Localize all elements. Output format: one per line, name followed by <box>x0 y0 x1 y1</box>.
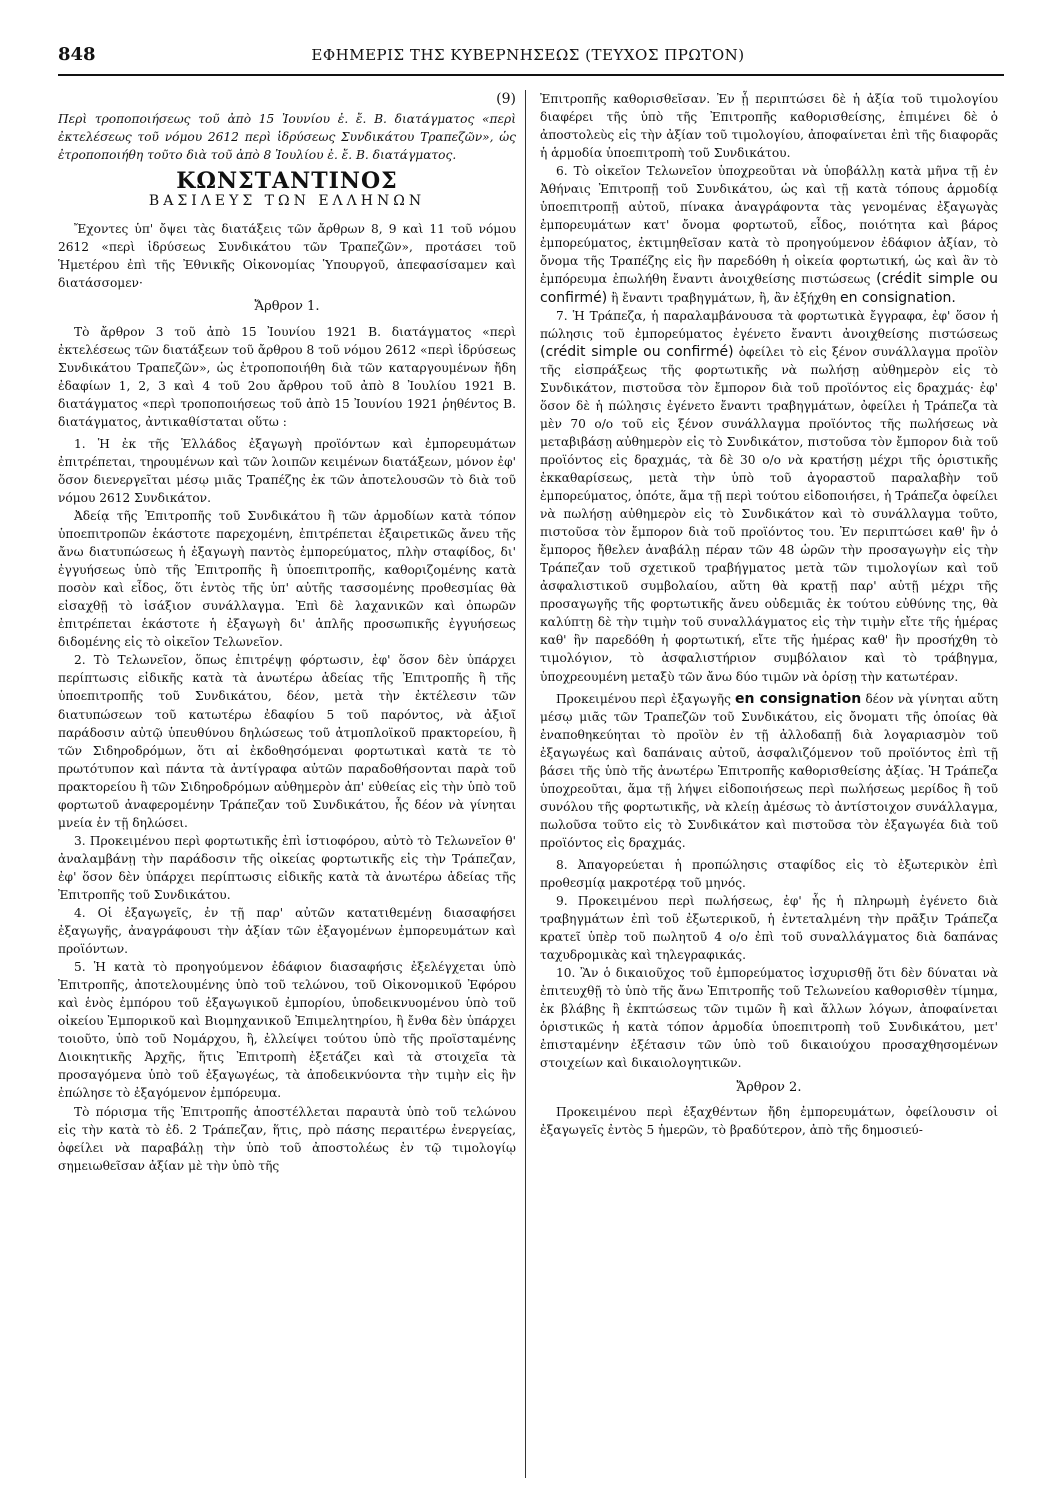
paragraph-consignation <box>540 690 998 852</box>
article-1-intro: Τὸ ἄρθρον 3 τοῦ ἀπὸ 15 Ἰουνίου 1921 Β. διατάγματος «περὶ ἐκτελέσεως τῶν διατάξεων τοῦ ἄρθρου 8 τοῦ νόμου 2612 «περὶ ἱδρύσεως Συνδικάτου Τραπεζῶν», ὡς ἐτροποποιήθη διὰ τῶν καταργουμένων ἤδη ἐδαφίων 1, 2, 3 καὶ 4 τοῦ 2ου ἄρθρου τοῦ ἀπὸ 8 Ἰουλίου 1921 Β. διατάγματος «περὶ τροποποιήσεως τοῦ ἀπὸ 15 Ἰουνίου 1921 ῥηθέντος Β. διατάγματος, ἀντικαθίσταται οὕτω : <box>58 324 516 429</box>
credit-term-2: (crédit simple ou confirmé) <box>540 343 734 360</box>
paragraph-6 <box>540 162 998 306</box>
paragraph-6-text: 6. Τὸ οἰκεῖον Τελωνεῖον ὑποχρεοῦται νὰ ὑποβάλλῃ κατὰ μῆνα τῇ ἐν Ἀθήναις Ἐπιτροπῇ τοῦ Συνδικάτου, ὡς καὶ τῇ κατὰ τόπους ἁρμοδίᾳ ὑποεπιτροπῇ αὐτοῦ, πίνακα ἀναγράφοντα τὰς γενομένας ἐξαγωγὰς ἐμπορευμάτων κατ' ὄνομα φορτωτοῦ, εἶδος, ποιότητα καὶ βάρος ἐμπορεύματος, ἐκτιμηθεῖσαν κατὰ τὸ προηγούμενον ἐδάφιον ἀξίαν, τὸ ὄνομα τῆς Τραπέζης εἰς ἣν παρεδόθη ἡ οἰκεία φορτωτική, ὡς καὶ ἂν τὸ ἐμπόρευμα ἐπωλήθη ἔναντι ἀνοιχθείσης πιστώσεως <box>540 164 998 287</box>
consignation-term: en consignation. <box>840 289 956 306</box>
column-divider <box>525 90 526 1478</box>
decree-subject: Περὶ τροποποιήσεως τοῦ ἀπὸ 15 Ἰουνίου ἐ. ἔ. Β. διατάγματος «περὶ ἐκτελέσεως τοῦ νόμου 2612 περὶ ἱδρύσεως Συνδικάτου Τραπεζῶν», ὡς ἐτροποποιήθη τοῦτο διὰ τοῦ ἀπὸ 8 Ἰουλίου ἐ. ἔ. Β. διατάγματος. <box>58 112 516 163</box>
paragraph-1: 1. Ἡ ἐκ τῆς Ἑλλάδος ἐξαγωγὴ προϊόντων καὶ ἐμπορευμάτων ἐπιτρέπεται, τηρουμένων καὶ τῶν λοιπῶν κειμένων διατάξεων, μόνον ἐφ' ὅσον διενεργεῖται μέσῳ μιᾶς Τραπέζης ἐκ τῶν ἀποτελουσῶν τὸ διὰ τοῦ νόμου 2612 Συνδικάτον. <box>58 436 516 505</box>
paragraph-7 <box>540 307 998 686</box>
paragraph-2: 2. Τὸ Τελωνεῖον, ὅπως ἐπιτρέψῃ φόρτωσιν, ἐφ' ὅσον δὲν ὑπάρχει περίπτωσις εἰδικῆς κατὰ τὰ ἀνωτέρω ἀδείας τῆς Ἐπιτροπῆς ἢ τῆς ὑποεπιτροπῆς τοῦ Συνδικάτου, δέον, μετὰ τὴν ἐκτέλεσιν τῶν διατυπώσεων τοῦ κατωτέρω ἐδαφίου 5 τοῦ παρόντος, νὰ ἀξιοῖ παράδοσιν αὐτῷ ὑπευθύνου δηλώσεως τοῦ ἀτμοπλοϊκοῦ πρακτορείου, ἢ τῶν Σιδηροδρόμων, ὅτι αἱ ἐκδοθησόμεναι φορτωτικαὶ κατὰ τε τὸ πρωτότυπον καὶ πάντα τὰ ἀντίγραφα αὐτῶν παραδοθήσονται παρὰ τοῦ πρακτορείου ἢ τῶν Σιδηροδρόμων αὐθημερὸν ἀπ' εὐθείας εἰς τὴν ὑπὸ τοῦ φορτωτοῦ ἀναφερομένην Τράπεζαν τοῦ Συνδικάτου, ἧς δέον νὰ γίνηται μνεία ἐν τῇ δηλώσει. <box>58 653 516 830</box>
paragraph-10: 10. Ἂν ὁ δικαιοῦχος τοῦ ἐμπορεύματος ἰσχυρισθῇ ὅτι δὲν δύναται νὰ ἐπιτευχθῇ τὸ ὑπὸ τῆς ἄνω Ἐπιτροπῆς τοῦ Τελωνείου καθορισθὲν τίμημα, ἐκ βλάβης ἢ ἐκπτώσεως τῶν τιμῶν ἢ καὶ ἄλλων λόγων, ἀποφαίνεται ὁριστικῶς ἡ κατὰ τόπον ἁρμοδία ὑποεπιτροπὴ τοῦ Συνδικάτου, μετ' ἐπισταμένην ἐξέτασιν τῶν ὑπὸ τοῦ δικαιούχου προσαχθησομένων στοιχείων καὶ δικαιολογητικῶν. <box>540 966 998 1071</box>
consignation-term-2: en consignation <box>735 690 862 707</box>
paragraph-8: 8. Ἀπαγορεύεται ἡ προπώλησις σταφίδος εἰς τὸ ἐξωτερικὸν ἐπὶ προθεσμίᾳ μακροτέρᾳ τοῦ μηνός. <box>540 857 998 891</box>
right-column <box>540 90 998 1480</box>
page-header <box>58 42 1004 76</box>
king-name: ΚΩΝΣΤΑΝΤΙΝΟΣ <box>176 168 398 195</box>
preamble: Ἔχοντες ὑπ' ὄψει τὰς διατάξεις τῶν ἄρθρων 8, 9 καὶ 11 τοῦ νόμου 2612 «περὶ ἱδρύσεως Συνδικάτου τῶν Τραπεζῶν», προτάσει τοῦ Ἡμετέρου ἐπὶ τῆς Ἐθνικῆς Οἰκονομίας Ὑπουργοῦ, ἀπεφασίσαμεν καὶ διατάσσομεν· <box>58 222 516 291</box>
credit-term: (crédit simple ou confirmé) <box>540 271 998 306</box>
paragraph-7-text-b: ὀφείλει τὸ εἰς ξένον συνάλλαγμα προϊὸν τῆς εἰσπράξεως τῆς φορτωτικῆς νὰ πωλήσῃ αὐθημερὸν εἰς τὸ Συνδικάτον, πιστοῦσα τὸν ἔμπορον διὰ τοῦ προϊόντος εἰς δραχμάς· ἐφ' ὅσον δὲ ἡ πώλησις ἐγένετο ἔναντι τραβηγμάτων, ὀφείλει ἡ Τράπεζα τὰ μὲν 70 ο/ο τοῦ εἰς ξένον συνάλλαγμα προϊόντος τῆς πωλήσεως νὰ μεταβιβάσῃ αὐθημερὸν εἰς τὸ Συνδικάτον, πιστοῦσα τὸν ἔμπορον διὰ τοῦ προϊόντος εἰς δραχμάς, τὰ δὲ 30 ο/ο νὰ κρατήσῃ μέχρι τῆς ὁριστικῆς ἐκκαθαρίσεως, μετὰ τὴν ὑπὸ τοῦ ἀγοραστοῦ παραλαβὴν τοῦ ἐμπορεύματος, ὁπότε, ἅμα τῇ περὶ τούτου εἰδοποιήσει, ἡ Τράπεζα ὀφείλει νὰ πωλήσῃ αὐθημερὸν εἰς τὸ Συνδικάτον καὶ τὸ συνάλλαγμα τοῦτο, πιστοῦσα τὸν ἔμπορον διὰ τοῦ προϊόντος του. Ἐν περιπτώσει καθ' ἣν ὁ ἔμπορος ἤθελεν ἀναβάλῃ πέραν τῶν 48 ὡρῶν τὴν προσαγωγὴν εἰς τὴν Τράπεζαν τοῦ σχετικοῦ τραβήγματος μετὰ τῶν τιμολογίων καὶ τοῦ ἀσφαλιστικοῦ συμβολαίου, αὕτη θὰ κρατῇ παρ' αὐτῇ μέχρι τῆς προσαγωγῆς τῆς φορτωτικῆς ἄνευ οὐδεμιᾶς ἐκ τούτου εὐθύνης της, θὰ καλύπτῃ δὲ τὴν τιμὴν τοῦ συναλλάγματος εἰς τὴν τιμὴν εἴτε τῆς ἡμέρας καθ' ἣν παρεδόθη ἡ φορτωτική, εἴτε τῆς ἡμέρας καθ' ἣν προσήχθη τὸ τιμολόγιον, τὸ ἀσφαλιστήριον συμβόλαιον καὶ τὸ τράβηγμα, ὑποχρεουμένη μεταξὺ τῶν ἄνω δύο τιμῶν νὰ ὁρίσῃ τὴν κατωτέραν. <box>540 344 998 684</box>
paragraph-3: 3. Προκειμένου περὶ φορτωτικῆς ἐπὶ ἱστιοφόρου, αὐτὸ τὸ Τελωνεῖον θ' ἀναλαμβάνῃ τὴν παράδοσιν τῆς οἰκείας φορτωτικῆς εἰς τὴν Τράπεζαν, ἐφ' ὅσον δὲν ὑπάρχει περίπτωσις εἰδικῆς κατὰ τὰ ἀνωτέρω ἀδείας τῆς Ἐπιτροπῆς τοῦ Συνδικάτου. <box>58 833 516 902</box>
left-column <box>58 90 516 1480</box>
paragraph-1b: Ἀδείᾳ τῆς Ἐπιτροπῆς τοῦ Συνδικάτου ἢ τῶν ἁρμοδίων κατὰ τόπον ὑποεπιτροπῶν ἑκάστοτε παρεχομένη, ἐπιτρέπεται ἐξαιρετικῶς ἄνευ τῆς ἄνω διατυπώσεως ἡ ἐξαγωγὴ παντὸς ἐμπορεύματος, πλὴν σταφίδος, δι' ἐγγυήσεως ὑπὸ τῆς Ἐπιτροπῆς ἢ ὑποεπιτροπῆς, καθοριζομένης κατὰ ποσὸν καὶ εἶδος, ὅτι ἐντὸς τῆς ὑπ' αὐτῆς τασσομένης προθεσμίας θὰ εἰσαχθῇ τὸ ἰσάξιον συνάλλαγμα. Ἐπὶ δὲ λαχανικῶν καὶ ὀπωρῶν ἐπιτρέπεται ἑκάστοτε ἡ ἐξαγωγὴ δι' ἁπλῆς προσωπικῆς ἐγγυήσεως διδομένης εἰς τὸ οἰκεῖον Τελωνεῖον. <box>58 508 516 650</box>
decree-number: (9) <box>496 91 516 107</box>
paragraph-9: 9. Προκειμένου περὶ πωλήσεως, ἐφ' ἧς ἡ πληρωμὴ ἐγένετο διὰ τραβηγμάτων ἐπὶ τοῦ ἐξωτερικοῦ, ἡ ἐντεταλμένη τὴν πρᾶξιν Τράπεζα κρατεῖ ὑπὲρ τοῦ πωλητοῦ 4 ο/ο ἐπὶ τοῦ συναλλάγματος διὰ δαπάνας ταχυδρομικὰς καὶ τηλεγραφικάς. <box>540 894 998 963</box>
article-1-title: Ἄρθρον 1. <box>254 299 320 315</box>
paragraph-5: 5. Ἡ κατὰ τὸ προηγούμενον ἐδάφιον διασαφήσις ἐξελέγχεται ὑπὸ Ἐπιτροπῆς, ἀποτελουμένης ὑπὸ τοῦ τελώνου, τοῦ Οἰκονομικοῦ Ἐφόρου καὶ ἑνὸς ἐμπόρου τοῦ ἐξαγωγικοῦ ἐμπορίου, ὑποδεικνυομένου ὑπὸ τοῦ οἰκείου Ἐμπορικοῦ καὶ Βιομηχανικοῦ Ἐπιμελητηρίου, ἢ ἔνθα δὲν ὑπάρχει τοιοῦτο, ὑπὸ τοῦ Νομάρχου, ἢ, ἐλλείψει τούτου ὑπὸ τῆς προϊσταμένης Διοικητικῆς Ἀρχῆς, ἥτις Ἐπιτροπὴ ἐξετάζει καὶ τὰ στοιχεῖα τὰ προσαγόμενα ὑπὸ τοῦ ἐξαγωγέως, τὰ ἀποδεικνύοντα τὴν τιμὴν εἰς ἣν ἐπώλησε τὸ ἐξαγόμενον ἐμπόρευμα. <box>58 960 516 1101</box>
paragraph-7-text: 7. Ἡ Τράπεζα, ἡ παραλαμβάνουσα τὰ φορτωτικὰ ἔγγραφα, ἐφ' ὅσον ἡ πώλησις τοῦ ἐμπορεύματος ἐγένετο ἔναντι ἀνοιχθείσης πιστώσεως <box>540 308 998 341</box>
consignation-text-b: δέον νὰ γίνηται αὕτη μέσῳ μιᾶς τῶν Τραπεζῶν τοῦ Συνδικάτου, εἰς ὄνοματι τῆς ὁποίας θὰ ἐναποθηκεύηται τὸ προϊὸν ἐν τῇ ἀλλοδαπῇ διὰ λογαριασμὸν τοῦ ἐξαγωγέως καὶ δαπάναις αὐτοῦ, ἀσφαλιζόμενον τοῦ προϊόντος ἐπὶ τῇ βάσει τῆς ὑπὸ τῆς ἀνωτέρω Ἐπιτροπῆς καθορισθείσης ἀξίας. Ἡ Τράπεζα ὑποχρεοῦται, ἅμα τῇ λήψει εἰδοποιήσεως περὶ πωλήσεως μερίδος ἢ τοῦ συνόλου τῆς φορτωτικῆς, νὰ κλείῃ ἀμέσως τὸ ἀντίστοιχον συνάλλαγμα, πωλοῦσα τοῦτο εἰς τὸ Συνδικάτον καὶ πιστοῦσα τὸν ἐξαγωγέα διὰ τοῦ προϊόντος εἰς δραχμάς. <box>540 691 998 850</box>
paragraph-4: 4. Οἱ ἐξαγωγεῖς, ἐν τῇ παρ' αὐτῶν κατατιθεμένῃ διασαφήσει ἐξαγωγῆς, ἀναγράφουσι τὴν ἀξίαν τῶν ἐξαγομένων ἐμπορευμάτων καὶ προϊόντων. <box>58 906 516 957</box>
article-2-title: Ἄρθρον 2. <box>736 1079 802 1095</box>
king-title: ΒΑΣΙΛΕΥΣ ΤΩΝ ΕΛΛΗΝΩΝ <box>148 193 426 210</box>
running-title: ΕΦΗΜΕΡΙΣ ΤΗΣ ΚΥΒΕΡΝΗΣΕΩΣ (ΤΕΥΧΟΣ ΠΡΩΤΟΝ) <box>311 46 745 64</box>
page-number: 848 <box>58 44 96 65</box>
article-2-text: Προκειμένου περὶ ἐξαχθέντων ἤδη ἐμπορευμάτων, ὀφείλουσιν οἱ ἐξαγωγεῖς ἐντὸς 5 ἡμερῶν, τὸ βραδύτερον, ἀπὸ τῆς δημοσιεύ- <box>540 1104 998 1137</box>
consignation-text: Προκειμένου περὶ ἐξαγωγῆς <box>556 691 731 706</box>
paragraph-6-text-b: ἢ ἔναντι τραβηγμάτων, ἢ, ἂν ἐξήχθη <box>611 290 837 305</box>
paragraph-5-continued: Ἐπιτροπῆς καθορισθεῖσαν. Ἐν ᾗ περιπτώσει δὲ ἡ ἀξία τοῦ τιμολογίου διαφέρει τῆς ὑπὸ τῆς Ἐπιτροπῆς καθορισθείσης, ἐπιμένει δὲ ὁ ἀποστολεὺς εἰς τὴν ἀξίαν τοῦ τιμολογίου, ἀποφαίνεται ἐπὶ τῆς διαφορᾶς ἡ ἁρμοδία ὑποεπιτροπὴ τοῦ Συνδικάτου. <box>540 92 998 161</box>
paragraph-5b: Τὸ πόρισμα τῆς Ἐπιτροπῆς ἀποστέλλεται παραυτὰ ὑπὸ τοῦ τελώνου εἰς τὴν κατὰ τὸ ἐδ. 2 Τράπεζαν, ἥτις, πρὸ πάσης περαιτέρω ἐνεργείας, ὀφείλει νὰ παραβάλῃ τὴν ὑπὸ τοῦ ἀποστολέως ἐν τῷ τιμολογίῳ σημειωθεῖσαν ἀξίαν μὲ τὴν ὑπὸ τῆς <box>58 1104 516 1173</box>
